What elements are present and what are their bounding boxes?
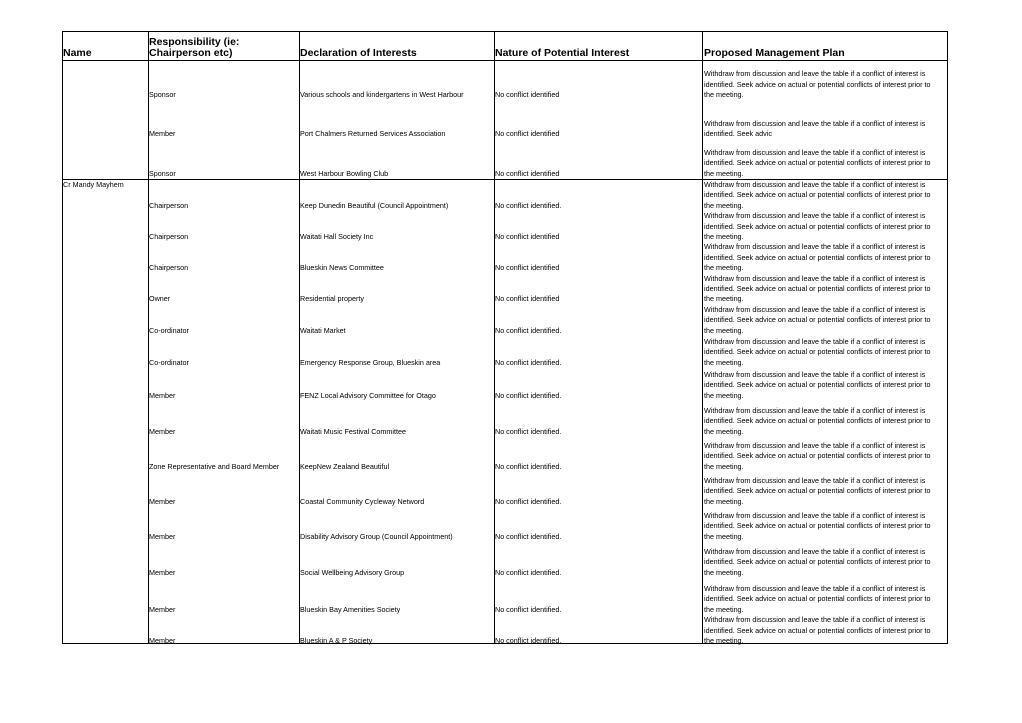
cell-responsibility: Member: [149, 390, 176, 400]
header-row: [62, 31, 948, 61]
cell-name: [62, 401, 148, 437]
cell-declaration: Social Wellbeing Advisory Group: [300, 567, 405, 577]
cell-nature: No conflict identified.: [495, 461, 562, 471]
cell-plan: Withdraw from discussion and leave the table if a conflict of interest is identified. Seek advice on actual or potential conflicts of interest prior to the meeting.: [704, 475, 931, 506]
cell-nature: No conflict identified.: [495, 325, 562, 335]
cell-declaration: West Harbour Bowling Club: [300, 168, 389, 178]
cell-plan: Withdraw from discussion and leave the table if a conflict of interest is identified. Seek advice on actual or potential conflicts of interest prior to the meeting.: [704, 583, 931, 614]
cell-responsibility: Member: [149, 129, 176, 139]
cell-responsibility: Chairperson: [149, 232, 189, 242]
cell-nature: No conflict identified.: [495, 357, 562, 367]
cell-nature: No conflict identified.: [495, 496, 562, 506]
cell-nature: No conflict identified: [495, 263, 560, 273]
header-declaration: Declaration of Interests: [299, 31, 494, 61]
cell-responsibility: Owner: [149, 294, 171, 304]
cell-responsibility: Member: [149, 604, 176, 614]
cell-declaration: Waitati Music Festival Committee: [300, 426, 406, 436]
cell-nature: No conflict identified: [495, 168, 560, 178]
cell-responsibility: Co-ordinator: [149, 357, 189, 367]
table-row: [62, 180, 948, 212]
table-row: [62, 274, 948, 305]
header-nature: Nature of Potential Interest: [494, 31, 703, 61]
table-row: [62, 542, 948, 578]
cell-declaration: Coastal Community Cycleway Netword: [300, 496, 425, 506]
cell-plan: Withdraw from discussion and leave the table if a conflict of interest is identified. Seek advice on actual or potential conflicts of interest prior to the meeting.: [704, 273, 931, 304]
header-responsibility: Responsibility (ie: Chairperson etc): [148, 31, 299, 61]
cell-declaration: Blueskin A & P Society: [300, 635, 373, 645]
cell-declaration: Various schools and kindergartens in West Harbour: [300, 90, 464, 100]
cell-plan: Withdraw from discussion and leave the table if a conflict of interest is identified. Seek advice on actual or potential conflicts of interest prior to the meeting.: [704, 147, 931, 178]
column-divider: [148, 31, 149, 644]
cell-responsibility: Co-ordinator: [149, 325, 189, 335]
table-row: [62, 437, 948, 472]
cell-declaration: Blueskin News Committee: [300, 263, 384, 273]
cell-name: [62, 101, 148, 140]
cell-plan: Withdraw from discussion and leave the table if a conflict of interest is identified. Seek advice on actual or potential conflicts of interest prior to the meeting.: [704, 304, 931, 335]
cell-declaration: Port Chalmers Returned Services Association: [300, 129, 446, 139]
table-body: [62, 61, 948, 647]
table-row: [62, 101, 948, 140]
cell-name: [62, 305, 148, 336]
table-row: [62, 242, 948, 273]
cell-responsibility: Sponsor: [149, 168, 176, 178]
cell-plan: Withdraw from discussion and leave the table if a conflict of interest is identified. Seek advice on actual or potential conflicts of interest prior to the meeting.: [704, 336, 931, 367]
cell-responsibility: Member: [149, 567, 176, 577]
cell-declaration: Disability Advisory Group (Council Appointment): [300, 531, 453, 541]
cell-name: [62, 242, 148, 273]
cell-responsibility: Member: [149, 531, 176, 541]
cell-responsibility: Chairperson: [148, 180, 299, 212]
cell-nature: No conflict identified: [495, 294, 560, 304]
cell-responsibility: Zone Representative and Board Member: [149, 461, 280, 471]
cell-responsibility: Member: [149, 635, 176, 645]
header-plan: Proposed Management Plan: [703, 31, 948, 61]
cell-name: [62, 368, 148, 401]
cell-name: [62, 437, 148, 472]
cell-plan: Withdraw from discussion and leave the table if a conflict of interest is identified. Seek advice on actual or potential conflicts of interest prior to the meeting.: [704, 440, 931, 471]
cell-nature: No conflict identified: [495, 129, 560, 139]
cell-declaration: Residential property: [300, 294, 364, 304]
cell-nature: No conflict identified.: [495, 426, 562, 436]
cell-nature: No conflict identified.: [494, 180, 703, 212]
table-row: [62, 401, 948, 437]
table-row: [62, 61, 948, 101]
table-row: [62, 336, 948, 368]
cell-name: [62, 578, 148, 615]
cell-name: [62, 61, 148, 101]
cell-name: Cr Mandy Mayhem: [62, 180, 148, 212]
cell-plan: Withdraw from discussion and leave the table if a conflict of interest is identified. Seek advice on actual or potential conflicts of interest prior to the meeting.: [704, 510, 931, 541]
cell-plan: Withdraw from discussion and leave the table if a conflict of interest is identified. Seek advice on actual or potential conflicts of interest prior to the meeting.: [704, 405, 931, 436]
cell-plan: Withdraw from discussion and leave the table if a conflict of interest is identified. Seek advice on actual or potential conflicts of interest prior to the meeting.: [704, 69, 931, 100]
cell-declaration: Keep Dunedin Beautiful (Council Appointment): [299, 180, 494, 212]
cell-responsibility: Member: [149, 426, 176, 436]
table-row: [62, 507, 948, 542]
cell-declaration: Waitati Market: [300, 325, 346, 335]
table-row: [62, 211, 948, 242]
cell-nature: No conflict identified.: [495, 604, 562, 614]
cell-name: [62, 140, 148, 180]
cell-name: [62, 336, 148, 368]
cell-nature: No conflict identified.: [495, 567, 562, 577]
header-name: Name: [62, 31, 148, 61]
cell-plan: Withdraw from discussion and leave the table if a conflict of interest is identified. Seek advice on actual or potential conflicts of interest prior to the meeting.: [704, 242, 931, 273]
cell-responsibility: Chairperson: [149, 263, 189, 273]
cell-name: [62, 507, 148, 542]
cell-nature: No conflict identified.: [495, 635, 562, 645]
cell-name: [62, 211, 148, 242]
table-row: [62, 578, 948, 615]
cell-declaration: KeepNew Zealand Beautiful: [300, 461, 390, 471]
cell-responsibility: Member: [149, 496, 176, 506]
table-row: [62, 615, 948, 646]
cell-plan: Withdraw from discussion and leave the table if a conflict of interest is identified. Seek advice on actual or potential conflicts of interest prior to the meeting.: [704, 369, 931, 400]
cell-declaration: FENZ Local Advisory Committee for Otago: [300, 390, 436, 400]
cell-nature: No conflict identified.: [495, 531, 562, 541]
cell-nature: No conflict identified: [495, 232, 560, 242]
cell-plan: Withdraw from discussion and leave the table if a conflict of interest is identified. Seek advic: [704, 118, 926, 139]
cell-declaration: Waitati Hall Society Inc: [300, 232, 374, 242]
cell-name: [62, 542, 148, 578]
cell-responsibility: Sponsor: [149, 90, 176, 100]
cell-name: [62, 274, 148, 305]
cell-plan: Withdraw from discussion and leave the table if a conflict of interest is identified. Seek advice on actual or potential conflicts of interest prior to the meeting.: [703, 180, 948, 212]
cell-nature: No conflict identified: [495, 90, 560, 100]
column-divider: [702, 31, 703, 644]
cell-name: [62, 472, 148, 507]
cell-name: [62, 615, 148, 646]
table-row: [62, 305, 948, 336]
column-divider: [494, 31, 495, 644]
cell-plan: Withdraw from discussion and leave the table if a conflict of interest is identified. Seek advice on actual or potential conflicts of interest prior to the meeting.: [704, 211, 931, 242]
declaration-of-interests-table: [62, 31, 948, 646]
cell-declaration: Blueskin Bay Amenities Society: [300, 604, 401, 614]
table-row: [62, 368, 948, 401]
cell-plan: Withdraw from discussion and leave the table if a conflict of interest is identified. Seek advice on actual or potential conflicts of interest prior to the meeting.: [704, 546, 931, 577]
table-row: [62, 140, 948, 180]
column-divider: [299, 31, 300, 644]
cell-nature: No conflict identified.: [495, 390, 562, 400]
table-row: [62, 472, 948, 507]
cell-plan: Withdraw from discussion and leave the table if a conflict of interest is identified. Seek advice on actual or potential conflicts of interest prior to the meeting.: [704, 615, 931, 645]
cell-declaration: Emergency Response Group, Blueskin area: [300, 357, 441, 367]
